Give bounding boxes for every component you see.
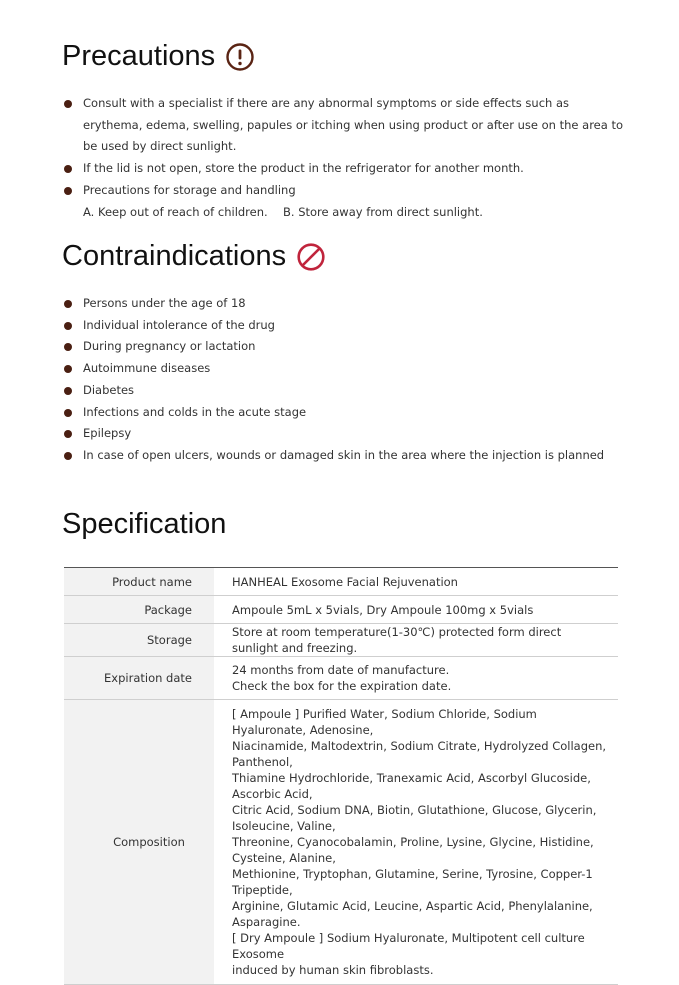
precautions-title: Precautions <box>62 40 216 72</box>
list-item <box>62 380 632 402</box>
table-row <box>64 700 618 985</box>
contraindications-heading <box>62 240 326 273</box>
value-line: Niacinamide, Maltodextrin, Sodium Citrate, Hydrolyzed Collagen, Panthenol, <box>232 739 607 769</box>
bullet-dot <box>64 187 72 195</box>
list-item <box>62 293 632 315</box>
contraindication-text: Diabetes <box>83 382 135 397</box>
prohibited-icon <box>296 242 326 272</box>
value-line: [ Dry Ampoule ] Sodium Hyaluronate, Multipotent cell culture Exosome <box>232 931 585 961</box>
value-line: Arginine, Glutamic Acid, Leucine, Aspartic Acid, Phenylalanine, Asparagine. <box>232 899 593 929</box>
row-value: HANHEAL Exosome Facial Rejuvenation <box>214 568 618 596</box>
table-row <box>64 624 618 657</box>
value-line: induced by human skin fibroblasts. <box>232 963 434 977</box>
specification-title: Specification <box>62 508 227 540</box>
bullet-dot <box>64 343 72 351</box>
bullet-dot <box>64 322 72 330</box>
bullet-dot <box>64 300 72 308</box>
list-item <box>62 180 632 223</box>
list-item <box>62 336 632 358</box>
row-value <box>214 657 618 700</box>
value-line: Methionine, Tryptophan, Glutamine, Serine, Tyrosine, Copper-1 Tripeptide, <box>232 867 593 897</box>
specification-heading <box>62 508 226 541</box>
value-line: Thiamine Hydrochloride, Tranexamic Acid, Ascorbyl Glucoside, Ascorbic Acid, <box>232 771 591 801</box>
bullet-dot <box>64 365 72 373</box>
contraindication-text: Infections and colds in the acute stage <box>83 404 307 419</box>
list-item <box>62 358 632 380</box>
table-row <box>64 657 618 700</box>
contraindication-text: During pregnancy or lactation <box>83 339 256 354</box>
contraindication-text: Epilepsy <box>83 426 132 441</box>
contraindications-title: Contraindications <box>62 240 287 272</box>
row-label: Composition <box>64 700 214 985</box>
precautions-list <box>62 93 632 223</box>
value-line: Check the box for the expiration date. <box>232 679 452 693</box>
precaution-text: Precautions for storage and handling <box>83 182 296 197</box>
value-line: Citric Acid, Sodium DNA, Biotin, Glutathione, Glucose, Glycerin, Isoleucine, Valine, <box>232 803 597 833</box>
row-value: Store at room temperature(1-30℃) protected form direct sunlight and freezing. <box>214 624 618 657</box>
list-item <box>62 402 632 424</box>
bullet-dot <box>64 452 72 460</box>
contraindications-list <box>62 293 632 467</box>
contraindication-text: Individual intolerance of the drug <box>83 317 275 332</box>
exclamation-circle-icon <box>225 42 255 72</box>
row-label: Package <box>64 596 214 624</box>
contraindication-text: Autoimmune diseases <box>83 361 211 376</box>
row-value: Ampoule 5mL x 5vials, Dry Ampoule 100mg x 5vials <box>214 596 618 624</box>
bullet-dot <box>64 409 72 417</box>
list-item <box>62 423 632 445</box>
value-line: [ Ampoule ] Purified Water, Sodium Chloride, Sodium Hyaluronate, Adenosine, <box>232 707 537 737</box>
precautions-heading <box>62 40 255 73</box>
list-item <box>62 445 632 467</box>
specification-table <box>64 567 618 985</box>
row-label: Storage <box>64 624 214 657</box>
list-item <box>62 158 632 180</box>
contraindication-text: In case of open ulcers, wounds or damaged skin in the area where the injection is planned <box>83 447 605 462</box>
sub-item-b: B. Store away from direct sunlight. <box>283 204 483 219</box>
bullet-dot <box>64 165 72 173</box>
bullet-dot <box>64 430 72 438</box>
bullet-dot <box>64 387 72 395</box>
sub-item-a: A. Keep out of reach of children. <box>83 204 268 219</box>
list-item <box>62 315 632 337</box>
row-label: Product name <box>64 568 214 596</box>
row-label: Expiration date <box>64 657 214 700</box>
table-row <box>64 596 618 624</box>
bullet-dot <box>64 100 72 108</box>
list-item <box>62 93 632 158</box>
precaution-text: If the lid is not open, store the product in the refrigerator for another month. <box>83 161 524 176</box>
storage-sub-items <box>83 202 632 224</box>
row-value <box>214 700 618 985</box>
contraindication-text: Persons under the age of 18 <box>83 296 246 310</box>
value-line: Threonine, Cyanocobalamin, Proline, Lysine, Glycine, Histidine, Cysteine, Alanine, <box>232 835 594 865</box>
precaution-text: Consult with a specialist if there are any abnormal symptoms or side effects such as erythema, edema, swelling, papules or itching when using product or after use on the area to be used by direct sunlight. <box>83 96 624 154</box>
value-line: 24 months from date of manufacture. <box>232 663 450 677</box>
table-row <box>64 568 618 596</box>
